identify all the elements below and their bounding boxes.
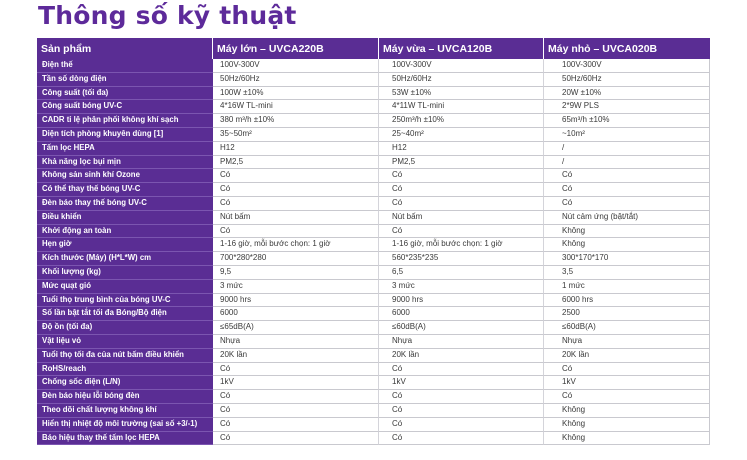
value-medium-model: Có (379, 432, 544, 446)
spec-label: Tuổi thọ tối đa của nút bấm điều khiển (37, 349, 213, 363)
page-title: Thông số kỹ thuật (38, 1, 297, 30)
value-small-model: Không (544, 432, 710, 446)
value-small-model: 65m³/h ±10% (544, 114, 710, 128)
spec-label: Không sản sinh khí Ozone (37, 169, 213, 183)
value-medium-model: Có (379, 418, 544, 432)
value-medium-model: 560*235*235 (379, 252, 544, 266)
spec-label: Tấm lọc HEPA (37, 142, 213, 156)
value-small-model: 1 mức (544, 280, 710, 294)
value-large-model: 20K lần (213, 349, 379, 363)
value-small-model: Có (544, 183, 710, 197)
spec-label: Độ ồn (tối đa) (37, 321, 213, 335)
table-row (37, 128, 710, 142)
value-medium-model: 100V-300V (379, 59, 544, 73)
spec-label: Đèn báo thay thế bóng UV-C (37, 197, 213, 211)
spec-label: Số lần bật tắt tối đa Bóng/Bộ điện (37, 307, 213, 321)
spec-label: Tuổi thọ trung bình của bóng UV-C (37, 294, 213, 308)
header-large-model: Máy lớn – UVCA220B (213, 38, 379, 59)
table-row (37, 87, 710, 101)
value-medium-model: 1kV (379, 376, 544, 390)
value-small-model: 20K lần (544, 349, 710, 363)
value-medium-model: Có (379, 404, 544, 418)
value-small-model: 100V-300V (544, 59, 710, 73)
value-medium-model: Có (379, 197, 544, 211)
value-large-model: Có (213, 432, 379, 446)
spec-table (37, 38, 710, 445)
table-row (37, 225, 710, 239)
value-large-model: 9,5 (213, 266, 379, 280)
table-row (37, 238, 710, 252)
table-row (37, 252, 710, 266)
value-large-model: 700*280*280 (213, 252, 379, 266)
value-medium-model: Có (379, 225, 544, 239)
value-large-model: Nút bấm (213, 211, 379, 225)
value-medium-model: Có (379, 363, 544, 377)
value-medium-model: 9000 hrs (379, 294, 544, 308)
value-small-model: 2*9W PLS (544, 100, 710, 114)
value-small-model: Không (544, 418, 710, 432)
value-medium-model: ≤60dB(A) (379, 321, 544, 335)
value-medium-model: 250m³/h ±10% (379, 114, 544, 128)
table-row (37, 169, 710, 183)
spec-label: Vật liệu vỏ (37, 335, 213, 349)
table-row (37, 114, 710, 128)
value-large-model: 3 mức (213, 280, 379, 294)
value-large-model: 35~50m² (213, 128, 379, 142)
value-large-model: Có (213, 363, 379, 377)
value-small-model: Không (544, 238, 710, 252)
spec-label: Đèn báo hiệu lỗi bóng đèn (37, 390, 213, 404)
spec-label: Tần số dòng điện (37, 73, 213, 87)
table-row (37, 266, 710, 280)
table-row (37, 197, 710, 211)
spec-table-body (37, 59, 710, 445)
header-small-model: Máy nhỏ – UVCA020B (544, 38, 710, 59)
value-large-model: 1kV (213, 376, 379, 390)
value-small-model: Không (544, 225, 710, 239)
spec-label: Khởi động an toàn (37, 225, 213, 239)
table-row (37, 335, 710, 349)
value-medium-model: Có (379, 183, 544, 197)
table-row (37, 211, 710, 225)
value-large-model: PM2,5 (213, 156, 379, 170)
value-large-model: 9000 hrs (213, 294, 379, 308)
value-small-model: Không (544, 404, 710, 418)
spec-label: CADR tỉ lệ phân phối không khí sạch (37, 114, 213, 128)
value-small-model: Có (544, 363, 710, 377)
value-large-model: Có (213, 225, 379, 239)
value-medium-model: 6,5 (379, 266, 544, 280)
table-row (37, 156, 710, 170)
table-row (37, 142, 710, 156)
value-medium-model: Nhựa (379, 335, 544, 349)
value-medium-model: PM2,5 (379, 156, 544, 170)
spec-label: Điều khiển (37, 211, 213, 225)
table-row (37, 418, 710, 432)
value-medium-model: 20K lần (379, 349, 544, 363)
value-large-model: Có (213, 197, 379, 211)
value-large-model: 6000 (213, 307, 379, 321)
header-row (37, 38, 710, 59)
table-row (37, 59, 710, 73)
table-row (37, 349, 710, 363)
spec-label: Báo hiệu thay thế tấm lọc HEPA (37, 432, 213, 446)
spec-label: Điện thế (37, 59, 213, 73)
value-large-model: Có (213, 169, 379, 183)
header-product: Sản phẩm (37, 38, 213, 59)
value-small-model: 1kV (544, 376, 710, 390)
value-small-model: ≤60dB(A) (544, 321, 710, 335)
value-medium-model: 4*11W TL-mini (379, 100, 544, 114)
value-medium-model: H12 (379, 142, 544, 156)
value-large-model: Có (213, 183, 379, 197)
value-large-model: Nhựa (213, 335, 379, 349)
value-medium-model: 1-16 giờ, mỗi bước chọn: 1 giờ (379, 238, 544, 252)
value-large-model: Có (213, 390, 379, 404)
value-small-model: Có (544, 390, 710, 404)
header-medium-model: Máy vừa – UVCA120B (379, 38, 544, 59)
value-large-model: 50Hz/60Hz (213, 73, 379, 87)
value-medium-model: 6000 (379, 307, 544, 321)
value-large-model: Có (213, 404, 379, 418)
table-row (37, 183, 710, 197)
spec-table-header (37, 38, 710, 59)
table-row (37, 307, 710, 321)
spec-label: Công suất (tối đa) (37, 87, 213, 101)
value-medium-model: 3 mức (379, 280, 544, 294)
spec-label: Khả năng lọc bụi mịn (37, 156, 213, 170)
value-small-model: / (544, 142, 710, 156)
value-medium-model: 25~40m² (379, 128, 544, 142)
value-large-model: ≤65dB(A) (213, 321, 379, 335)
spec-label: Theo dõi chất lượng không khí (37, 404, 213, 418)
value-small-model: Có (544, 197, 710, 211)
table-row (37, 432, 710, 446)
value-medium-model: 53W ±10% (379, 87, 544, 101)
value-small-model: ~10m² (544, 128, 710, 142)
value-small-model: Nhựa (544, 335, 710, 349)
table-row (37, 100, 710, 114)
spec-label: Hẹn giờ (37, 238, 213, 252)
value-large-model: 4*16W TL-mini (213, 100, 379, 114)
value-small-model: / (544, 156, 710, 170)
value-large-model: Có (213, 418, 379, 432)
table-row (37, 280, 710, 294)
value-medium-model: 50Hz/60Hz (379, 73, 544, 87)
value-medium-model: Nút bấm (379, 211, 544, 225)
value-small-model: 300*170*170 (544, 252, 710, 266)
table-row (37, 404, 710, 418)
spec-label: Hiển thị nhiệt độ môi trường (sai số +3/-1) (37, 418, 213, 432)
table-row (37, 73, 710, 87)
table-row (37, 363, 710, 377)
value-large-model: 380 m³/h ±10% (213, 114, 379, 128)
spec-label: Kích thước (Máy) (H*L*W) cm (37, 252, 213, 266)
spec-label: Có thể thay thế bóng UV-C (37, 183, 213, 197)
spec-label: Khối lượng (kg) (37, 266, 213, 280)
value-large-model: 100W ±10% (213, 87, 379, 101)
table-row (37, 390, 710, 404)
spec-label: Diện tích phòng khuyên dùng [1] (37, 128, 213, 142)
value-large-model: 100V-300V (213, 59, 379, 73)
value-large-model: H12 (213, 142, 379, 156)
value-small-model: Nút cảm ứng (bật/tắt) (544, 211, 710, 225)
table-row (37, 321, 710, 335)
spec-label: Chống sốc điện (L/N) (37, 376, 213, 390)
table-row (37, 294, 710, 308)
spec-label: Công suất bóng UV-C (37, 100, 213, 114)
value-small-model: 20W ±10% (544, 87, 710, 101)
value-small-model: 2500 (544, 307, 710, 321)
spec-label: RoHS/reach (37, 363, 213, 377)
value-small-model: 50Hz/60Hz (544, 73, 710, 87)
table-row (37, 376, 710, 390)
value-small-model: 6000 hrs (544, 294, 710, 308)
value-medium-model: Có (379, 390, 544, 404)
value-medium-model: Có (379, 169, 544, 183)
value-small-model: 3,5 (544, 266, 710, 280)
spec-label: Mức quạt gió (37, 280, 213, 294)
value-large-model: 1-16 giờ, mỗi bước chọn: 1 giờ (213, 238, 379, 252)
value-small-model: Có (544, 169, 710, 183)
